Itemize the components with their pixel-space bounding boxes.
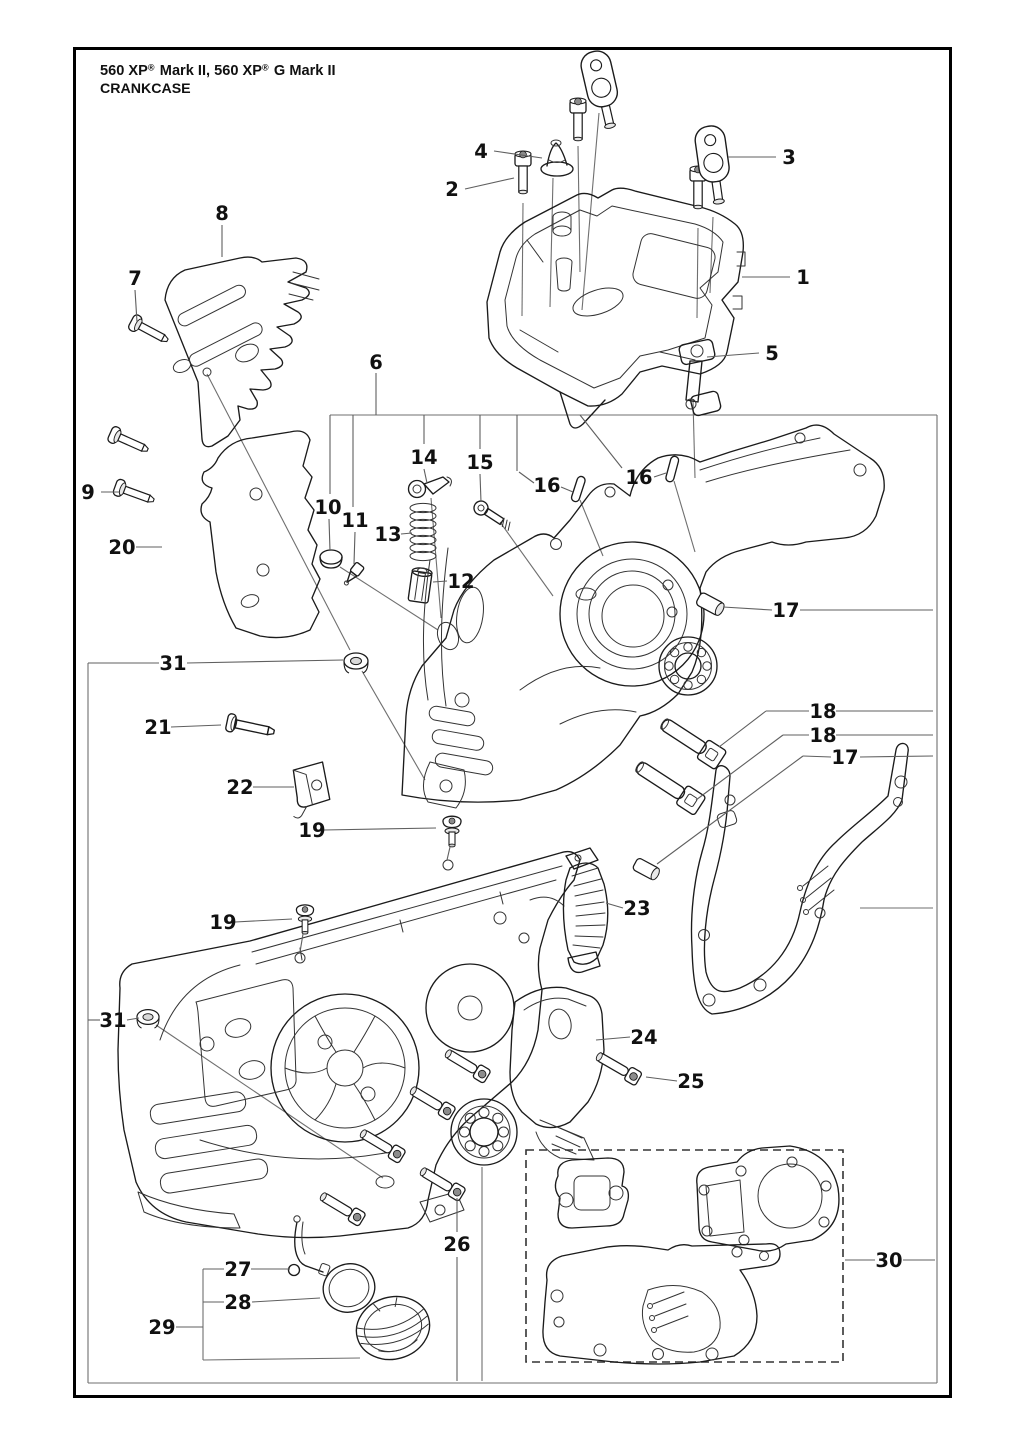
callout-15: 15 [466,451,494,474]
callout-2: 2 [445,178,459,201]
callout-5: 5 [765,342,779,365]
callout-11: 11 [341,509,369,532]
callout-16: 16 [533,474,561,497]
page-subtitle: CRANKCASE [100,81,191,97]
callout-19: 19 [298,819,326,842]
callout-3: 3 [782,146,796,169]
callout-31: 31 [99,1009,127,1032]
page-title: 560 XP® Mark II, 560 XP® G Mark II [100,62,336,79]
callout-17: 17 [772,599,800,622]
callout-7: 7 [128,267,142,290]
callout-23: 23 [623,897,651,920]
callout-4: 4 [474,140,488,163]
callout-9: 9 [81,481,95,504]
callout-6: 6 [369,351,383,374]
callout-13: 13 [374,523,402,546]
callout-27: 27 [224,1258,252,1281]
callout-21: 21 [144,716,172,739]
callout-26: 26 [443,1233,471,1256]
callout-18: 18 [809,724,837,747]
callout-10: 10 [314,496,342,519]
callout-19: 19 [209,911,237,934]
callout-25: 25 [677,1070,705,1093]
callout-8: 8 [215,202,229,225]
callout-24: 24 [630,1026,658,1049]
callout-22: 22 [226,776,254,799]
callout-31: 31 [159,652,187,675]
callout-14: 14 [410,446,438,469]
callout-29: 29 [148,1316,176,1339]
callout-16: 16 [625,466,653,489]
callout-30: 30 [875,1249,903,1272]
callout-20: 20 [108,536,136,559]
callout-18: 18 [809,700,837,723]
callout-17: 17 [831,746,859,769]
callout-28: 28 [224,1291,252,1314]
callout-1: 1 [796,266,810,289]
callout-12: 12 [447,570,475,593]
